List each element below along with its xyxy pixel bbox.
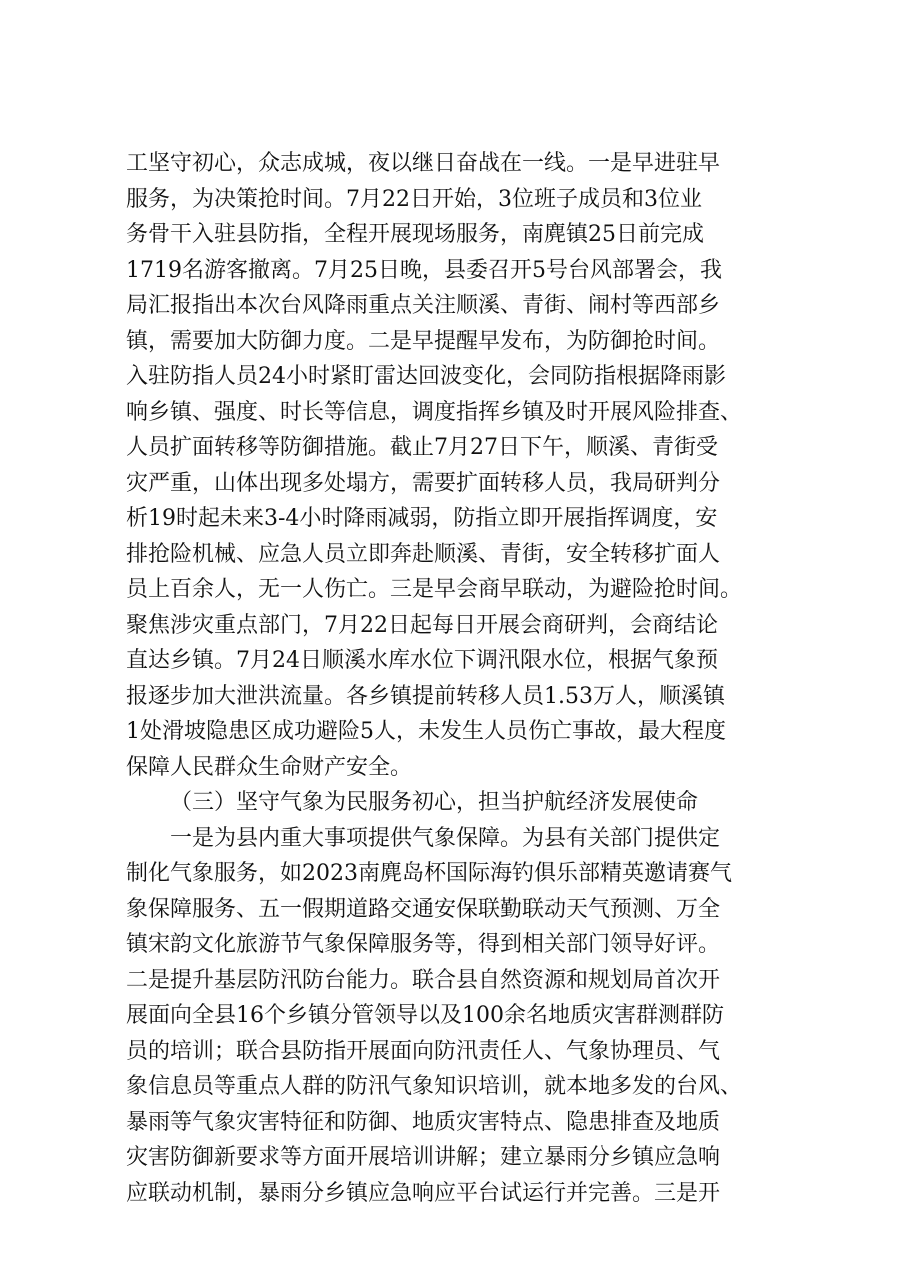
paragraph-line: 灾严重，山体出现多处塌方，需要扩面转移人员，我局研判分	[126, 470, 721, 496]
paragraph-line: 灾害防御新要求等方面开展培训讲解；建立暴雨分乡镇应急响	[126, 1145, 721, 1170]
paragraph-line: 一是为县内重大事项提供气象保障。为县有关部门提供定	[170, 825, 721, 851]
document-body	[126, 146, 806, 1211]
paragraph-line: 象信息员等重点人群的防汛气象知识培训，就本地多发的台风、	[126, 1074, 743, 1099]
paragraph-line: 聚焦涉灾重点部门，7月22日起每日开展会商研判，会商结论	[126, 612, 718, 638]
paragraph-line: 1719名游客撤离。7月25日晚，县委召开5号台风部署会，我	[126, 257, 722, 283]
paragraph-line: 员上百余人，无一人伤亡。三是早会商早联动，为避险抢时间。	[126, 577, 743, 602]
section-heading: （三）坚守气象为民服务初心，担当护航经济发展使命	[170, 790, 699, 815]
paragraph-line: 报逐步加大泄洪流量。各乡镇提前转移人员1.53万人，顺溪镇	[126, 683, 725, 709]
paragraph-line: 员的培训；联合县防指开展面向防汛责任人、气象协理员、气	[126, 1038, 721, 1064]
paragraph-line: 服务，为决策抢时间。7月22日开始，3位班子成员和3位业	[126, 186, 702, 212]
paragraph-line: 人员扩面转移等防御措施。截止7月27日下午，顺溪、青街受	[126, 435, 718, 460]
paragraph-line: 工坚守初心，众志成城，夜以继日奋战在一线。一是早进驻早	[126, 151, 721, 176]
paragraph-line: 镇宋韵文化旅游节气象保障服务等，得到相关部门领导好评。	[126, 932, 721, 957]
paragraph-line: 排抢险机械、应急人员立即奔赴顺溪、青街，安全转移扩面人	[126, 541, 721, 567]
paragraph-line: 入驻防指人员24小时紧盯雷达回波变化，会同防指根据降雨影	[126, 364, 726, 389]
paragraph-line: 直达乡镇。7月24日顺溪水库水位下调汛限水位，根据气象预	[126, 648, 718, 673]
paragraph-line: 二是提升基层防汛防台能力。联合县自然资源和规划局首次开	[126, 967, 721, 993]
paragraph-line: 暴雨等气象灾害特征和防御、地质灾害特点、隐患排查及地质	[126, 1109, 721, 1135]
paragraph-line: 制化气象服务，如2023南麂岛杯国际海钓俱乐部精英邀请赛气	[126, 861, 732, 886]
paragraph-line: 响乡镇、强度、时长等信息，调度指挥乡镇及时开展风险排查、	[126, 399, 743, 425]
paragraph-line: 镇，需要加大防御力度。二是早提醒早发布，为防御抢时间。	[126, 328, 721, 354]
paragraph-line: 务骨干入驻县防指，全程开展现场服务，南麂镇25日前完成	[126, 222, 704, 247]
paragraph-line: 1处滑坡隐患区成功避险5人，未发生人员伤亡事故，最大程度	[126, 719, 726, 744]
paragraph-line: 展面向全县16个乡镇分管领导以及100余名地质灾害群测群防	[126, 1003, 724, 1028]
paragraph-line: 局汇报指出本次台风降雨重点关注顺溪、青街、闹村等西部乡	[126, 293, 721, 318]
paragraph-line: 保障人民群众生命财产安全。	[126, 754, 413, 780]
paragraph-line: 应联动机制，暴雨分乡镇应急响应平台试运行并完善。三是开	[126, 1180, 721, 1206]
paragraph-line: 象保障服务、五一假期道路交通安保联勤联动天气预测、万全	[126, 896, 721, 922]
paragraph-line: 析19时起未来3-4小时降雨减弱，防指立即开展指挥调度，安	[126, 506, 718, 531]
